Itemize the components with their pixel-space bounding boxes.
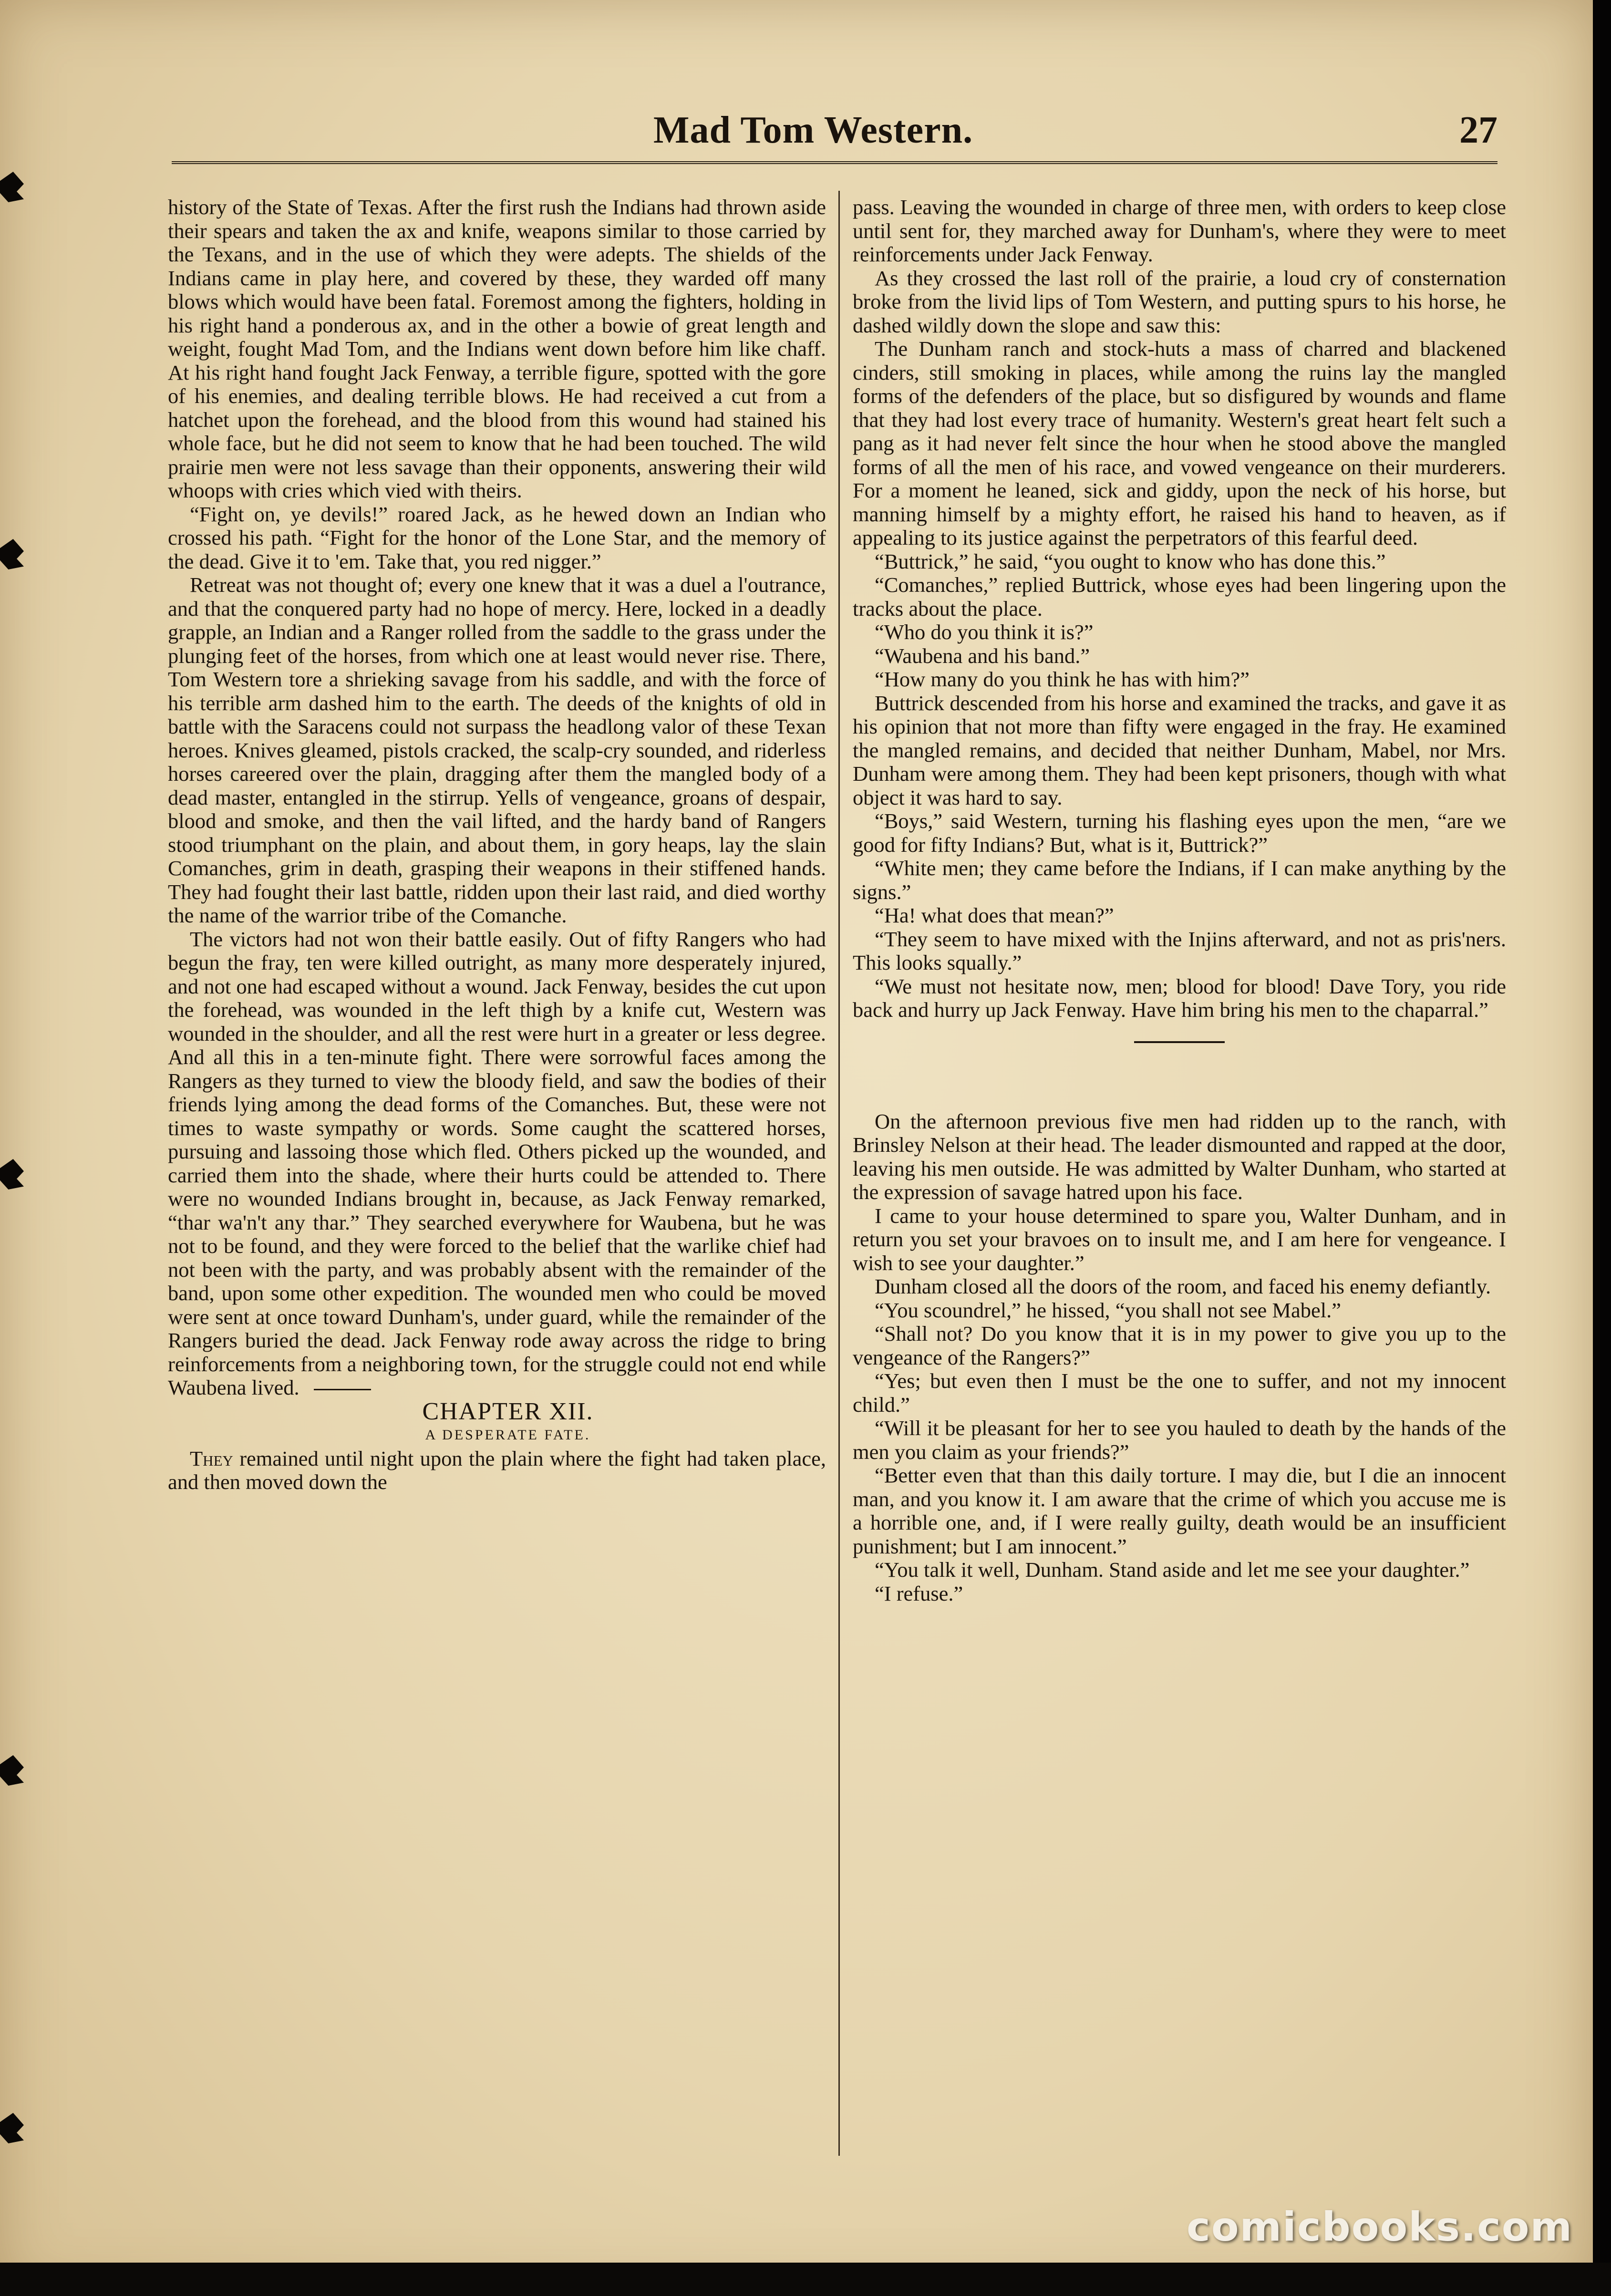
paragraph: “Ha! what does that mean?” <box>875 903 1114 927</box>
paragraph: “Boys,” said Western, turning his flashing eyes upon the men, “are we good for fifty Indians? But, what is it, Buttrick?” <box>853 809 1506 857</box>
running-title: Mad Tom Western. <box>653 109 973 151</box>
chapter-opening <box>168 1447 826 1494</box>
scan-edge-right <box>1593 0 1611 2296</box>
chapter-opening-text: remained until night upon the plain where the fight had taken place, and then moved down the <box>168 1446 826 1494</box>
paragraph: “Shall not? Do you know that it is in my power to give you up to the vengeance of the Rangers?” <box>853 1322 1506 1369</box>
paragraph: “Comanches,” replied Buttrick, whose eyes had been lingering upon the tracks about the place. <box>853 573 1506 621</box>
paragraph: As they crossed the last roll of the prairie, a loud cry of consternation broke from the livid lips of Tom Western, and putting spurs to his horse, he dashed wildly down the slope and saw this: <box>853 266 1506 337</box>
paragraph: Buttrick descended from his horse and examined the tracks, and gave it as his opinion that not more than fifty were engaged in the fray. He examined the mangled remains, and decided that neither Dunham, Mabel, nor Mrs. Dunham were among them. They had been kept prisoners, though with what object it was hard to say. <box>853 691 1506 809</box>
binding-stitch <box>0 1159 24 1189</box>
end-rule <box>314 1389 371 1390</box>
paragraph: history of the State of Texas. After the first rush the Indians had thrown aside their spears and taken the ax and knife, weapons similar to those carried by the Texans, and in the use of which they were adepts. The shields of the Indians came in play here, and covered by these, they warded off many blows which would have been fatal. Foremost among the fighters, holding in his right hand a ponderous ax, and in the other a bowie of great length and weight, fought Mad Tom, and the Indians went down before him like chaff. At his right hand fought Jack Fenway, a terrible figure, spotted with the gore of his enemies, and dealing terrible blows. He had received a cut from a hatchet upon the forehead, and the blood from this wound had stained his whole face, but he did not seem to know that he had been touched. The wild prairie men were not less savage than their opponents, answering their wild whoops with cries which vied with theirs. <box>168 196 826 502</box>
running-header <box>172 104 1497 164</box>
binding-stitch <box>0 2113 24 2143</box>
paragraph: “Better even that than this daily torture. I may die, but I die an innocent man, and you know it. I am aware that the crime of which you accuse me is a horrible one, and, if I were really guilty, death would be an insufficient punishment; but I am innocent.” <box>853 1463 1506 1558</box>
paragraph: “Will it be pleasant for her to see you hauled to death by the hands of the men you claim as your friends?” <box>853 1416 1506 1464</box>
paragraph: I came to your house determined to spare you, Walter Dunham, and in return you set your bravoes on to insult me, and I am here for vengeance. I wish to see your daughter.” <box>853 1203 1506 1275</box>
chapter-lead: They <box>190 1446 233 1470</box>
paragraph <box>168 928 826 1400</box>
left-column <box>168 196 826 2237</box>
paragraph: The Dunham ranch and stock-huts a mass of charred and blackened cinders, still smoking in places, while among the ruins lay the mangled forms of the defenders of the place, but so disfigured by wounds and flame that they had lost every trace of humanity. Western's great heart felt such a pang as it had never felt since the hour when he stood above the mangled forms of all the men of his race, and vowed vengeance on their murderers. For a moment he leaned, sick and giddy, upon the neck of his horse, but manning himself by a mighty effort, he raised his hand to heaven, as if appealing to its justice against the perpetrators of this fearful deed. <box>853 337 1506 549</box>
right-column <box>853 196 1506 2237</box>
paragraph: “We must not hesitate now, men; blood for blood! Dave Tory, you ride back and hurry up Jack Fenway. Have him bring his men to the chaparral.” <box>853 974 1506 1022</box>
paragraph: “Yes; but even then I must be the one to suffer, and not my innocent child.” <box>853 1369 1506 1417</box>
binding-stitch <box>0 172 24 202</box>
paragraph: pass. Leaving the wounded in charge of three men, with orders to keep close until sent for, they marched away for Dunham's, where they were to meet reinforcements under Jack Fenway. <box>853 196 1506 266</box>
paragraph: “They seem to have mixed with the Injins afterward, and not as pris'ners. This looks squally.” <box>853 927 1506 974</box>
section-rule <box>1134 1041 1225 1043</box>
chapter-title: CHAPTER XII. <box>422 1397 594 1425</box>
paragraph: Retreat was not thought of; every one knew that it was a duel a l'outrance, and that the conquered party had no hope of mercy. Here, locked in a deadly grapple, an Indian and a Ranger rolled from the saddle to the grass under the plunging feet of the horses, from which one at least would never rise. There, Tom Western tore a shrieking savage from his saddle, and with the force of his terrible arm dashed him to the earth. The deeds of the knights of old in battle with the Saracens could not surpass the headlong valor of these Texan heroes. Knives gleamed, pistols cracked, the scalp-cry sounded, and riderless horses careered over the plain, dragging after them the mangled body of a dead master, entangled in the stirrup. Yells of vengeance, groans of despair, blood and smoke, and then the vail lifted, and the hardy band of Rangers stood triumphant on the plain, and about them, in gory heaps, lay the slain Comanches, grim in death, grasping their weapons in their stiffened hands. They had fought their last battle, ridden upon their last raid, and died worthy the name of the warrior tribe of the Comanche. <box>168 573 826 927</box>
scan-edge-bottom <box>0 2263 1611 2296</box>
paragraph: On the afternoon previous five men had ridden up to the ranch, with Brinsley Nelson at their head. The leader dismounted and rapped at the door, leaving his men outside. He was admitted by Walter Dunham, who started at the expression of savage hatred upon his face. <box>853 1109 1506 1204</box>
paragraph: “I refuse.” <box>875 1581 963 1605</box>
paragraph: “Buttrick,” he said, “you ought to know who has done this.” <box>875 549 1386 573</box>
paragraph: Dunham closed all the doors of the room, and faced his enemy defiantly. <box>875 1274 1491 1298</box>
watermark: comicbooks.com <box>1187 2203 1573 2250</box>
paragraph: “Waubena and his band.” <box>875 643 1090 668</box>
paragraph: “How many do you think he has with him?” <box>875 667 1250 691</box>
paragraph: “You scoundrel,” he hissed, “you shall not see Mabel.” <box>875 1298 1341 1322</box>
binding-stitch <box>0 539 24 569</box>
paragraph: “You talk it well, Dunham. Stand aside and let me see your daughter.” <box>875 1558 1470 1582</box>
paragraph: “Fight on, ye devils!” roared Jack, as he hewed down an Indian who crossed his path. “Fight for the honor of the Lone Star, and the memory of the dead. Give it to 'em. Take that, you red nigger.” <box>168 502 826 573</box>
paragraph: “White men; they came before the Indians, if I can make anything by the signs.” <box>853 856 1506 904</box>
paragraph-text: The victors had not won their battle easily. Out of fifty Rangers who had begun the fray, ten were killed outright, as many more desperately injured, and not one had escaped without a wound. Jack Fenway, besides the cut upon the forehead, was wounded in the left thigh by a knife cut, Western was wounded in the shoulder, and all the rest were hurt in a greater or less degree. And all this in a ten-minute fight. There were sorrowful faces among the Rangers as they turned to view the bloody field, and saw the bodies of their friends lying among the dead forms of the Comanches. But, these were not times to waste sympathy or words. Some caught the scattered horses, pursuing and lassoing those which fled. Others picked up the wounded, and carried them into the shade, where their hurts could be attended to. There were no wounded Indians brought in, because, as Jack Fenway remarked, “thar wa'n't any thar.” They searched everywhere for Waubena, but he was not to be found, and they were forced to the belief that the warlike chief had not been with the party, and was probably absent with the remainder of the band, upon some other expedition. The wounded men who could be moved were sent at once toward Dunham's, under guard, while the remainder of the Rangers buried the dead. Jack Fenway rode away across the ridge to bring reinforcements from a neighboring town, for the struggle could not end while Waubena lived. <box>168 927 826 1399</box>
chapter-subtitle: A DESPERATE FATE. <box>425 1427 591 1443</box>
column-divider <box>838 191 840 2156</box>
binding-stitch <box>0 1755 24 1786</box>
paragraph: “Who do you think it is?” <box>875 620 1094 644</box>
page-number: 27 <box>1459 109 1497 151</box>
